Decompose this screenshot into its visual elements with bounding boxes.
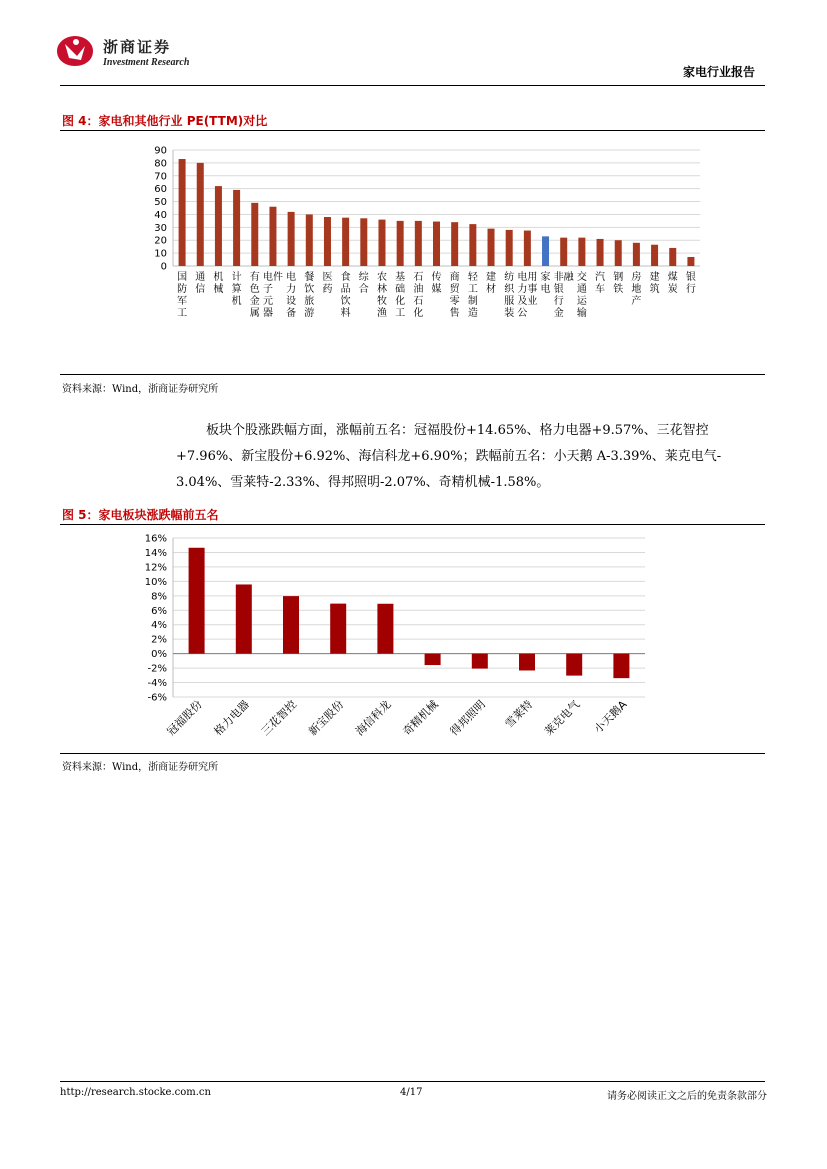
x-tick-label: 格力电器 — [211, 697, 252, 739]
y-tick-label: 90 — [154, 145, 167, 157]
paragraph-line-1: 板块个股涨跌幅方面，涨幅前五名：冠福股份+14.65%、格力电器+9.57%、三花智控 — [206, 423, 709, 438]
x-tick-label: 石油石化 — [413, 272, 424, 319]
bar — [669, 248, 676, 266]
x-tick-label: 通信 — [195, 272, 206, 295]
company-logo-icon — [55, 34, 95, 68]
y-tick-label: 30 — [154, 222, 167, 234]
bar — [251, 203, 258, 266]
x-tick-label: 新宝股份 — [306, 697, 347, 739]
y-tick-label: 70 — [154, 171, 167, 183]
company-name-cn: 浙商证券 — [103, 38, 172, 56]
x-tick-label: 银行 — [685, 272, 696, 295]
bar — [288, 212, 295, 266]
y-tick-label: -4% — [147, 678, 167, 690]
bar — [425, 654, 441, 665]
y-tick-label: 6% — [151, 605, 167, 617]
x-tick-label: 纺织服装 — [504, 272, 515, 319]
x-tick-label: 汽车 — [595, 272, 606, 295]
x-tick-label: 食品饮料 — [340, 272, 351, 319]
x-tick-label: 综合 — [358, 272, 369, 295]
bar — [597, 239, 604, 266]
figure4-bottom-rule — [60, 374, 765, 375]
figure5-source: 资料来源：Wind，浙商证券研究所 — [62, 762, 219, 773]
bar — [506, 230, 513, 266]
y-tick-label: -6% — [147, 692, 167, 704]
figure4-source: 资料来源：Wind，浙商证券研究所 — [62, 384, 219, 395]
footer-disclaimer: 请务必阅读正文之后的免责条款部分 — [607, 1091, 767, 1102]
x-tick-label: 电力设备 — [286, 272, 297, 319]
report-type: 家电行业报告 — [682, 65, 755, 79]
y-tick-label: 2% — [151, 634, 167, 646]
y-tick-label: 8% — [151, 591, 167, 603]
x-tick-label: 建材 — [486, 272, 497, 295]
bar — [342, 218, 349, 266]
bar — [324, 217, 331, 266]
figure5-top-rule — [60, 524, 765, 525]
y-tick-label: 10% — [144, 576, 167, 588]
x-tick-label: 房地产 — [631, 272, 642, 307]
bar — [615, 240, 622, 266]
y-tick-label: 60 — [154, 184, 167, 196]
x-tick-label: 煤炭 — [667, 272, 678, 295]
bar — [236, 584, 252, 653]
x-tick-label: 交通运输 — [576, 272, 587, 319]
bar — [488, 229, 495, 266]
x-tick-label: 机械 — [213, 272, 224, 295]
bar — [330, 604, 346, 654]
bar — [197, 163, 204, 266]
bar — [397, 221, 404, 266]
y-tick-label: 0 — [160, 261, 167, 273]
x-tick-label: 家电 — [540, 272, 551, 295]
bar — [472, 654, 488, 669]
bar — [633, 243, 640, 266]
bar — [360, 218, 367, 266]
figure4-title: 图 4：家电和其他行业 PE(TTM)对比 — [62, 114, 268, 128]
x-tick-label: 得邦照明 — [447, 697, 488, 739]
page-number: 4/17 — [400, 1087, 423, 1098]
x-tick-label: 计算机 — [231, 272, 242, 307]
bar — [306, 214, 313, 266]
x-tick-label: 基础化工 — [395, 272, 406, 319]
y-tick-label: 50 — [154, 197, 167, 209]
bar — [687, 257, 694, 266]
bar — [233, 190, 240, 266]
bar — [560, 238, 567, 266]
paragraph-line-3: 3.04%、雪莱特-2.33%、得邦照明-2.07%、奇精机械-1.58%。 — [176, 475, 550, 490]
x-tick-label: 轻工制造 — [467, 272, 478, 319]
bar — [269, 207, 276, 266]
x-tick-label: 电力及公用事业 — [517, 272, 538, 319]
footer-divider — [60, 1081, 765, 1082]
bar — [524, 231, 531, 266]
y-tick-label: 4% — [151, 620, 167, 632]
figure5-bottom-rule — [60, 753, 765, 754]
bar — [651, 245, 658, 266]
y-tick-label: 80 — [154, 158, 167, 170]
x-tick-label: 奇精机械 — [400, 697, 441, 739]
x-tick-label: 传媒 — [431, 272, 442, 295]
x-tick-label: 三花智控 — [258, 697, 300, 739]
y-tick-label: 16% — [144, 533, 167, 545]
x-tick-label: 莱克电气 — [542, 697, 583, 739]
y-tick-label: 10 — [154, 248, 167, 260]
footer-url[interactable]: http://research.stocke.com.cn — [60, 1087, 211, 1098]
figure4-top-rule — [60, 130, 765, 131]
company-name-en: Investment Research — [103, 57, 190, 68]
bar — [542, 236, 549, 266]
x-tick-label: 医药 — [322, 272, 333, 295]
x-tick-label: 小天鹅A — [591, 697, 630, 736]
body-paragraph — [178, 418, 743, 496]
bar — [566, 654, 582, 676]
x-tick-label: 海信科龙 — [353, 697, 394, 739]
x-tick-label: 国防军工 — [177, 272, 188, 319]
y-tick-label: 12% — [144, 562, 167, 574]
bar — [283, 596, 299, 654]
x-tick-label: 冠福股份 — [164, 697, 205, 739]
bar — [578, 238, 585, 266]
paragraph-line-2: +7.96%、新宝股份+6.92%、海信科龙+6.90%；跌幅前五名：小天鹅 A-3.39%、莱克电气- — [176, 449, 722, 464]
bar — [469, 224, 476, 266]
bar — [415, 221, 422, 266]
y-tick-label: -2% — [147, 663, 167, 675]
bar — [433, 222, 440, 266]
bar — [215, 186, 222, 266]
bar — [189, 548, 205, 654]
figure5-chart — [60, 530, 765, 752]
x-tick-label: 电子元器件 — [262, 272, 283, 319]
x-tick-label: 雪莱特 — [502, 697, 536, 731]
x-tick-label: 农林牧渔 — [376, 272, 387, 319]
y-tick-label: 40 — [154, 209, 167, 221]
bar — [613, 654, 629, 679]
bar — [378, 220, 385, 266]
bar — [377, 604, 393, 654]
bar — [519, 654, 535, 671]
x-tick-label: 建筑 — [649, 272, 660, 295]
x-tick-label: 非银行金融 — [553, 272, 574, 319]
y-tick-label: 14% — [144, 547, 167, 559]
x-tick-label: 有色金属 — [249, 272, 260, 319]
header-divider — [60, 85, 765, 86]
x-tick-label: 商贸零售 — [449, 272, 460, 319]
y-tick-label: 0% — [151, 649, 167, 661]
y-tick-label: 20 — [154, 235, 167, 247]
x-tick-label: 餐饮旅游 — [304, 272, 315, 319]
bar — [179, 159, 186, 266]
bar — [451, 222, 458, 266]
figure5-title: 图 5：家电板块涨跌幅前五名 — [62, 508, 219, 522]
x-tick-label: 钢铁 — [613, 272, 624, 295]
figure4-chart — [60, 140, 765, 370]
